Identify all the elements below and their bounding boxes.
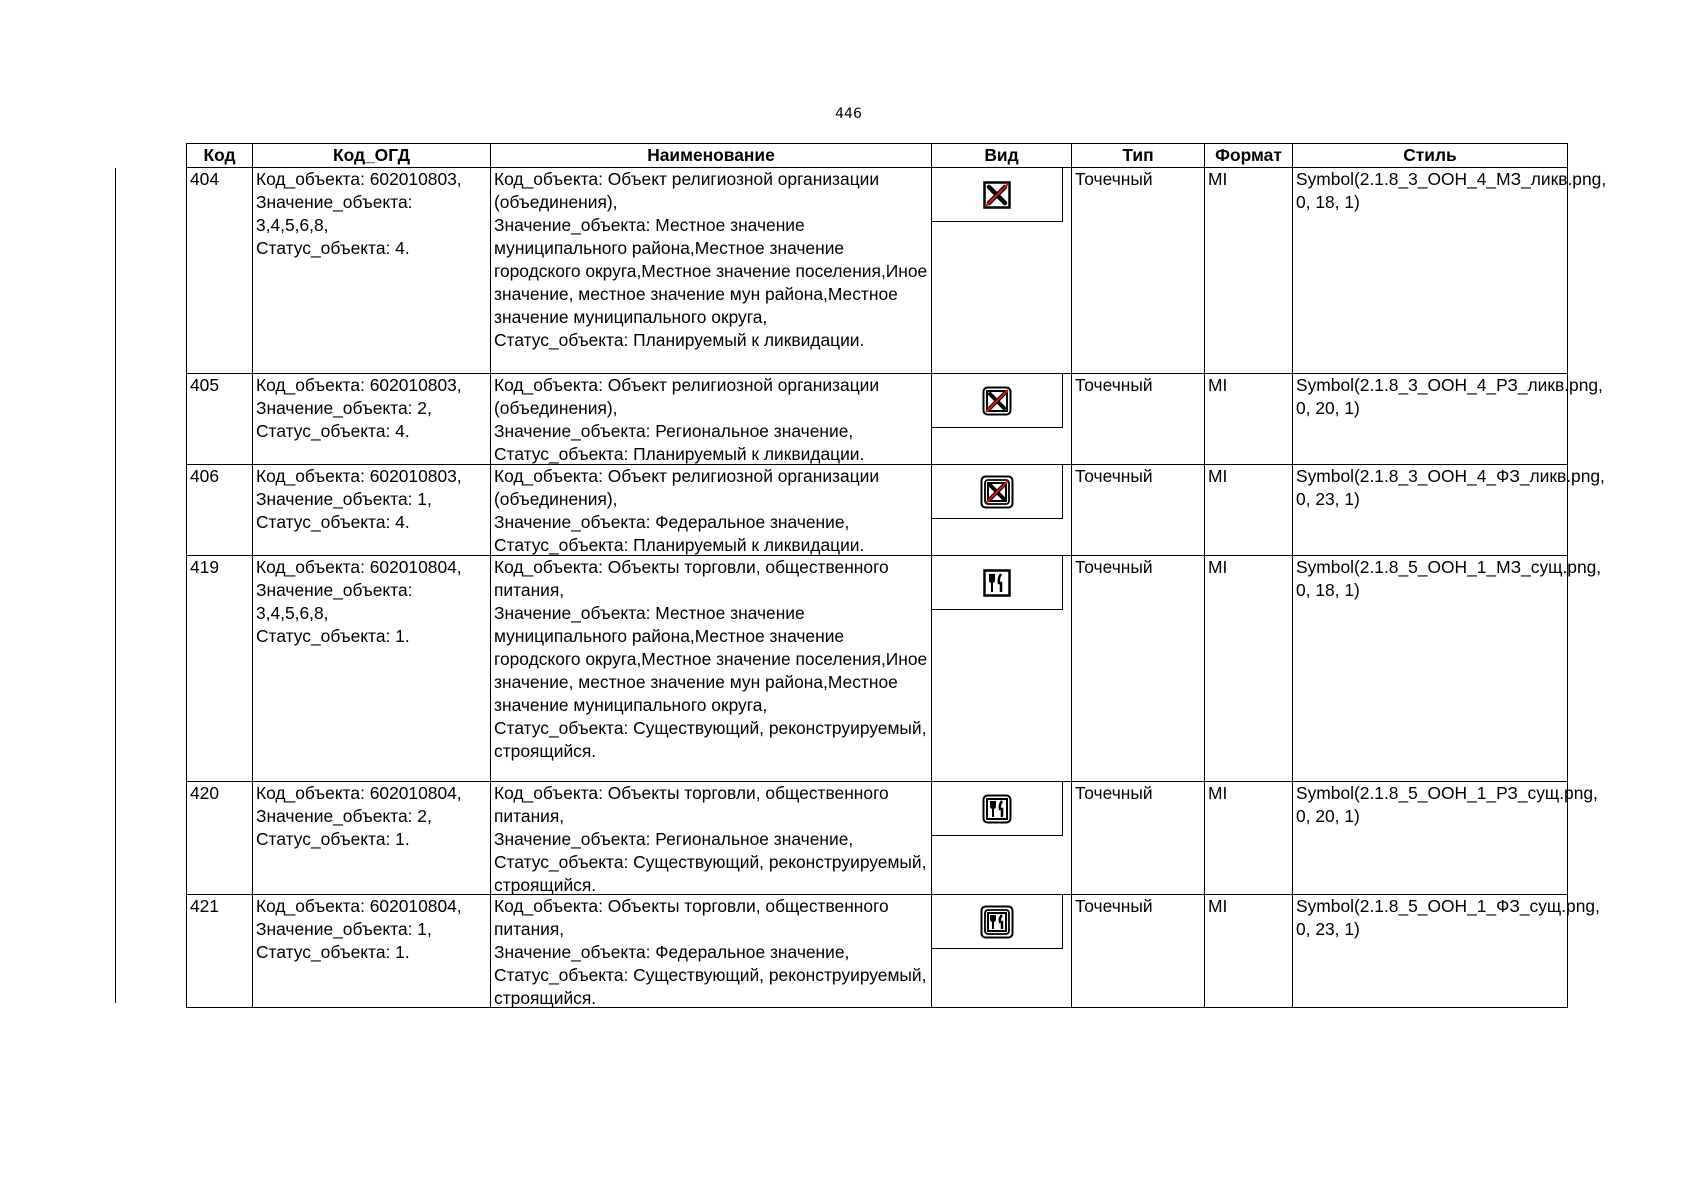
icon-frame — [932, 782, 1063, 836]
table-row — [187, 374, 1568, 465]
name-text: Код_объекта: Объекты торговли, общественного питания, Значение_объекта: Местное значение муниципального района,Местное значение городского округа,Местное значение поселения,Иное значение, местное значение мун района,Местное значение муниципального округа, Статус_объекта: Существующий, реконструируемый, строящийся. — [494, 557, 928, 761]
symbol-table — [186, 143, 1607, 1008]
icon-frame — [932, 465, 1063, 519]
format-cell: MI — [1205, 782, 1293, 895]
table-row — [187, 895, 1568, 1008]
icon-frame — [932, 168, 1063, 222]
table-row — [187, 556, 1568, 782]
kod-cell: 405 — [187, 374, 253, 465]
style-cell: Symbol(2.1.8_5_ООН_1_МЗ_сущ.png, 0, 18, 1) — [1293, 556, 1568, 782]
header-kod-ogd: Код_ОГД — [253, 144, 491, 168]
religion-liquidation-regional-icon — [982, 386, 1012, 416]
kod-cell: 419 — [187, 556, 253, 782]
name-text: Код_объекта: Объект религиозной организации (объединения), Значение_объекта: Федеральное значение, Статус_объекта: Планируемый к ликвидации. — [494, 466, 880, 555]
header-tip: Тип — [1072, 144, 1205, 168]
header-vid: Вид — [932, 144, 1072, 168]
vid-cell — [932, 556, 1072, 782]
kod-ogd-cell: Код_объекта: 602010804, Значение_объекта: 2, Статус_объекта: 1. — [253, 782, 491, 895]
icon-frame — [932, 556, 1063, 610]
style-cell: Symbol(2.1.8_3_ООН_4_РЗ_ликв.png, 0, 20, 1) — [1293, 374, 1568, 465]
header-format: Формат — [1205, 144, 1293, 168]
kod-ogd-cell: Код_объекта: 602010804, Значение_объекта: 3,4,5,6,8, Статус_объекта: 1. — [253, 556, 491, 782]
name-text: Код_объекта: Объект религиозной организации (объединения), Значение_объекта: Региональное значение, Статус_объекта: Планируемый к ликвидации. — [494, 375, 880, 464]
vid-cell — [932, 168, 1072, 374]
vid-cell — [932, 895, 1072, 1008]
tip-cell: Точечный — [1072, 168, 1205, 374]
kod-cell: 404 — [187, 168, 253, 374]
kod-cell: 421 — [187, 895, 253, 1008]
kod-ogd-cell: Код_объекта: 602010804, Значение_объекта: 1, Статус_объекта: 1. — [253, 895, 491, 1008]
icon-frame — [932, 895, 1063, 949]
name-cell — [491, 556, 932, 782]
format-cell: MI — [1205, 168, 1293, 374]
name-cell — [491, 895, 932, 1008]
style-cell: Symbol(2.1.8_5_ООН_1_РЗ_сущ.png, 0, 20, 1) — [1293, 782, 1568, 895]
format-cell: MI — [1205, 556, 1293, 782]
food-existing-regional-icon — [982, 794, 1012, 824]
vid-cell — [932, 465, 1072, 556]
tip-cell: Точечный — [1072, 374, 1205, 465]
format-cell: MI — [1205, 374, 1293, 465]
vid-cell — [932, 782, 1072, 895]
format-cell: MI — [1205, 465, 1293, 556]
name-cell — [491, 374, 932, 465]
name-cell — [491, 168, 932, 374]
margin-line — [115, 168, 116, 1003]
name-cell — [491, 465, 932, 556]
tip-cell: Точечный — [1072, 465, 1205, 556]
style-cell: Symbol(2.1.8_3_ООН_4_ФЗ_ликв.png, 0, 23, 1) — [1293, 465, 1568, 556]
kod-cell: 406 — [187, 465, 253, 556]
name-text: Код_объекта: Объекты торговли, общественного питания, Значение_объекта: Федеральное значение, Статус_объекта: Существующий, реконструируемый, строящийся. — [494, 896, 927, 1008]
tip-cell: Точечный — [1072, 895, 1205, 1008]
header-name: Наименование — [491, 144, 932, 168]
name-text: Код_объекта: Объекты торговли, общественного питания, Значение_объекта: Региональное значение, Статус_объекта: Существующий, реконструируемый, строящийся. — [494, 783, 927, 895]
header-row — [187, 144, 1568, 168]
kod-ogd-cell: Код_объекта: 602010803, Значение_объекта: 1, Статус_объекта: 4. — [253, 465, 491, 556]
food-existing-federal-icon — [980, 905, 1014, 939]
style-cell: Symbol(2.1.8_5_ООН_1_ФЗ_сущ.png, 0, 23, 1) — [1293, 895, 1568, 1008]
kod-ogd-cell: Код_объекта: 602010803, Значение_объекта: 3,4,5,6,8, Статус_объекта: 4. — [253, 168, 491, 374]
religion-liquidation-federal-icon — [980, 475, 1014, 509]
vid-cell — [932, 374, 1072, 465]
kod-ogd-cell: Код_объекта: 602010803, Значение_объекта: 2, Статус_объекта: 4. — [253, 374, 491, 465]
kod-cell: 420 — [187, 782, 253, 895]
header-kod: Код — [187, 144, 253, 168]
tip-cell: Точечный — [1072, 782, 1205, 895]
format-cell: MI — [1205, 895, 1293, 1008]
name-text: Код_объекта: Объект религиозной организации (объединения), Значение_объекта: Местное значение муниципального района,Местное значение городского округа,Местное значение поселения,Иное значение, местное значение мун района,Местное значение муниципального округа, Статус_объекта: Планируемый к ликвидации. — [494, 169, 928, 350]
style-cell: Symbol(2.1.8_3_ООН_4_МЗ_ликв.png, 0, 18, 1) — [1293, 168, 1568, 374]
tip-cell: Точечный — [1072, 556, 1205, 782]
food-existing-local-icon — [983, 569, 1011, 597]
name-cell — [491, 782, 932, 895]
icon-frame — [932, 374, 1063, 428]
header-style: Стиль — [1293, 144, 1568, 168]
table-row — [187, 782, 1568, 895]
table-row — [187, 168, 1568, 374]
religion-liquidation-local-icon — [983, 181, 1011, 209]
table-row — [187, 465, 1568, 556]
page-number: 446 — [835, 106, 862, 122]
